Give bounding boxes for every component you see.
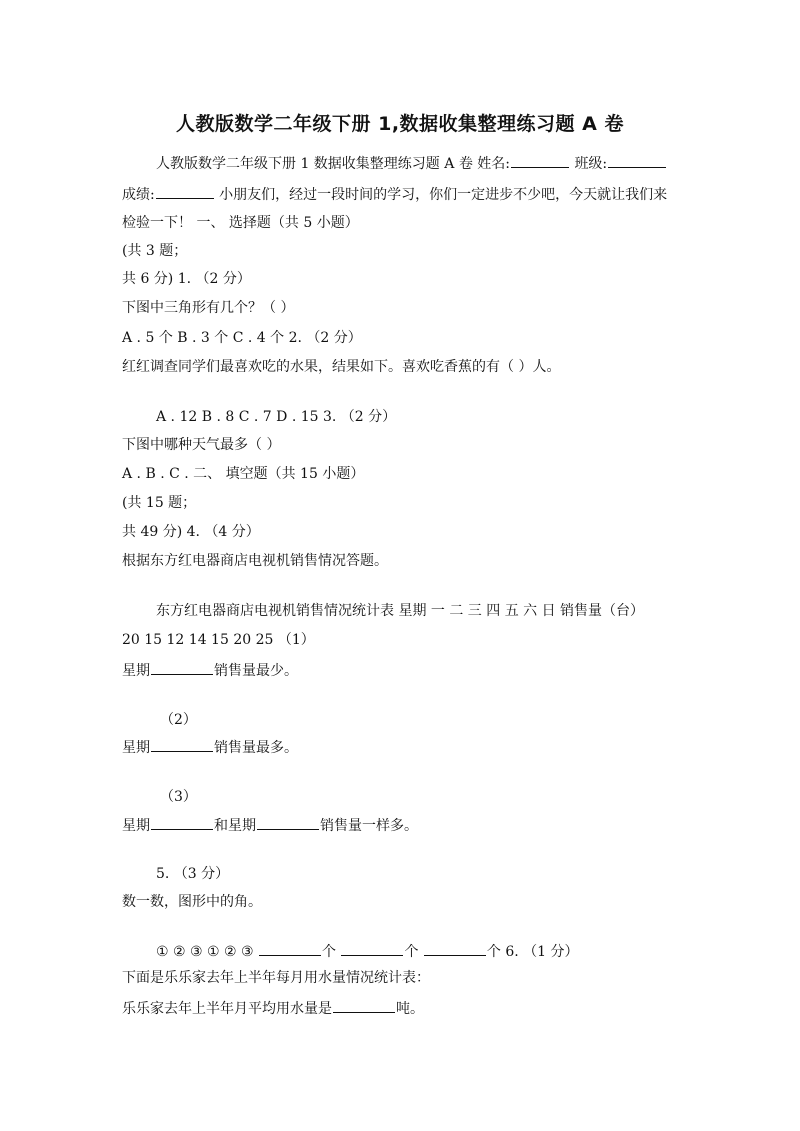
q5-label: 5. （3 分） (156, 866, 230, 882)
q4-sub3 (122, 815, 418, 836)
q3-text: 下图中哪种天气最多（ ） (122, 437, 281, 453)
section1-score-q1: 共 6 分) 1. （2 分） (122, 271, 251, 287)
q4-text: 根据东方红电器商店电视机销售情况答题。 (122, 553, 388, 569)
sub3-blank-1[interactable] (151, 815, 213, 830)
sub3-blank-2[interactable] (257, 815, 319, 830)
q4-table-line-2: 20 15 12 14 15 20 25 （1） (122, 632, 315, 648)
sub3-suffix: 销售量一样多。 (320, 818, 418, 834)
sub1-blank[interactable] (151, 660, 213, 675)
q5-answers (156, 941, 579, 962)
q5-blank-3[interactable] (424, 941, 486, 956)
unit-3: 个 (486, 944, 501, 960)
q2-options: A . 12 B . 8 C . 7 D . 15 3. （2 分） (156, 409, 397, 425)
q6-text: 下面是乐乐家去年上半年每月用水量情况统计表： (122, 970, 430, 986)
header-line-2 (122, 184, 667, 205)
q5-blank-1[interactable] (259, 941, 321, 956)
score-blank[interactable] (156, 184, 214, 199)
sub2-prefix: 星期 (122, 740, 150, 756)
unit-1: 个 (322, 944, 337, 960)
score-label: 成绩: (122, 187, 155, 203)
q4-sub2 (122, 737, 298, 758)
intro-text: 小朋友们，经过一段时间的学习，你们一定进步不少吧，今天就让我们来 (219, 187, 668, 203)
section1-heading: 检验一下！ 一、 选择题（共 5 小题） (122, 215, 359, 231)
header-line-1 (156, 153, 667, 174)
class-label: 班级: (574, 156, 608, 172)
q6-prefix: 乐乐家去年上半年月平均用水量是 (122, 1001, 332, 1017)
q2-text: 红红调查同学们最喜欢吃的水果，结果如下。喜欢吃香蕉的有（ ）人。 (122, 359, 561, 375)
document-title: 人教版数学二年级下册 1,数据收集整理练习题 A 卷 (176, 113, 624, 135)
q5-blank-2[interactable] (341, 941, 403, 956)
class-blank[interactable] (608, 153, 666, 168)
name-blank[interactable] (511, 153, 569, 168)
q1-text: 下图中三角形有几个？（ ） (122, 300, 295, 316)
section2-count: (共 15 题； (122, 495, 197, 511)
section2-score-q4: 共 49 分) 4. （4 分） (122, 524, 260, 540)
q4-sub2-label: （2） (160, 712, 197, 728)
sub1-prefix: 星期 (122, 663, 150, 679)
sub3-prefix: 星期 (122, 818, 150, 834)
sub3-mid: 和星期 (214, 818, 256, 834)
q4-sub1 (122, 660, 298, 681)
sub2-suffix: 销售量最多。 (214, 740, 298, 756)
q6-label: 6. （1 分） (505, 944, 579, 960)
q1-options: A . 5 个 B . 3 个 C . 4 个 2. （2 分） (122, 330, 362, 346)
q6-blank[interactable] (333, 998, 395, 1013)
q4-table-line-1: 东方红电器商店电视机销售情况统计表 星期 一 二 三 四 五 六 日 销售量（台） (156, 603, 645, 619)
q5-text: 数一数，图形中的角。 (122, 894, 262, 910)
header-intro-text: 人教版数学二年级下册 1 数据收集整理练习题 A 卷 姓名: (156, 156, 510, 172)
section1-count: (共 3 题； (122, 243, 188, 259)
unit-2: 个 (404, 944, 419, 960)
q6-suffix: 吨。 (396, 1001, 424, 1017)
q4-sub3-label: （3） (160, 789, 197, 805)
q6-answer (122, 998, 424, 1019)
q3-options: A . B . C . 二、 填空题（共 15 小题） (122, 466, 365, 482)
sub2-blank[interactable] (151, 737, 213, 752)
sub1-suffix: 销售量最少。 (214, 663, 298, 679)
q5-items: ① ② ③ ① ② ③ (156, 944, 254, 960)
